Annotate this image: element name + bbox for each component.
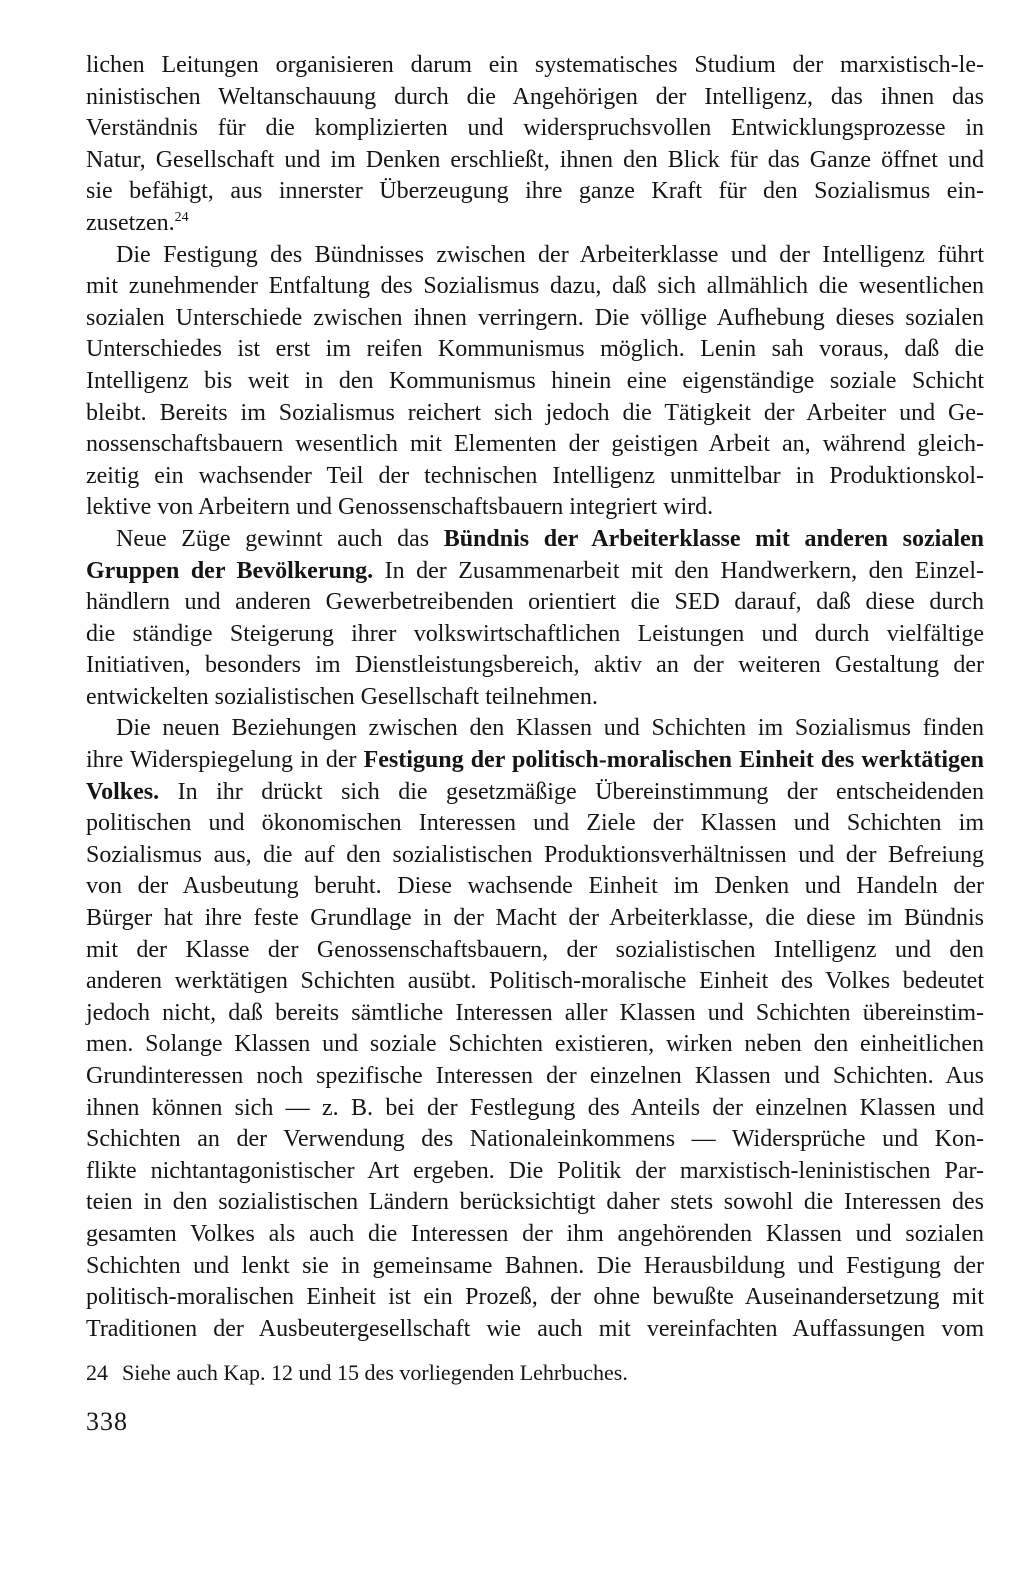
text-line: ninistischen Weltanschauung durch die Angehörigen der Intelligenz, das ihnen das [86, 83, 984, 110]
text-line [86, 208, 984, 240]
text-line: Natur, Gesellschaft und im Denken erschließt, ihnen den Blick für das Ganze öffnet und [86, 146, 984, 173]
text-line: Die Festigung des Bündnisses zwischen der Arbeiterklasse und der Intelligenz führt [116, 241, 984, 268]
bold-term: Bündnis der Arbeiterklasse mit anderen sozialen [443, 525, 984, 552]
text-run: In ihr drückt sich die gesetzmäßige Übereinstimmung der entscheidenden [159, 778, 984, 805]
text-line: politisch-moralischen Einheit ist ein Prozeß, der ohne bewußte Auseinandersetzung mit [86, 1284, 984, 1311]
text-run: ihre Widerspiegelung in der [86, 747, 364, 774]
text-line: mit zunehmender Entfaltung des Sozialismus dazu, daß sich allmählich die wesentlichen [86, 273, 984, 300]
text-line: Verständnis für die komplizierten und widerspruchsvollen Entwicklungsprozesse in [86, 115, 984, 142]
paragraph-4 [86, 713, 984, 1345]
text-line: Schichten und lenkt sie in gemeinsame Bahnen. Die Herausbildung und Festigung der [86, 1252, 984, 1279]
text-line: jedoch nicht, daß bereits sämtliche Interessen aller Klassen und Schichten übereinstim- [86, 999, 984, 1026]
text-line: Traditionen der Ausbeutergesellschaft wie auch mit vereinfachten Auffassungen vom [86, 1315, 984, 1342]
text-line: händlern und anderen Gewerbetreibenden orientiert die SED darauf, daß diese durch [86, 589, 984, 616]
text-line: bleibt. Bereits im Sozialismus reichert sich jedoch die Tätigkeit der Arbeiter und Ge- [86, 399, 984, 426]
text-line: lektive von Arbeitern und Genossenschaftsbauern integriert wird. [86, 494, 714, 521]
text-run: Neue Züge gewinnt auch das [116, 525, 444, 552]
text-line: anderen werktätigen Schichten ausübt. Politisch-moralische Einheit des Volkes bedeutet [86, 968, 984, 995]
text-line: von der Ausbeutung beruht. Diese wachsende Einheit im Denken und Handeln der [86, 873, 984, 900]
text-line [86, 745, 984, 777]
bold-term: Volkes. [86, 778, 160, 805]
page-body [86, 50, 984, 1345]
text-line: sie befähigt, aus innerster Überzeugung ihre ganze Kraft für den Sozialismus ein- [86, 178, 984, 205]
text-line: Schichten an der Verwendung des Nationaleinkommens — Widersprüche und Kon- [86, 1126, 984, 1153]
text-line: ihnen können sich — z. B. bei der Festlegung des Anteils der einzelnen Klassen und [86, 1094, 984, 1121]
page-number: 338 [86, 1407, 128, 1436]
text-line: flikte nichtantagonistischer Art ergeben. Die Politik der marxistisch-leninistischen Par- [86, 1157, 984, 1184]
text-line: lichen Leitungen organisieren darum ein systematisches Studium der marxistisch-le- [86, 52, 984, 78]
text-line: Intelligenz bis weit in den Kommunismus hinein eine eigenständige soziale Schicht [86, 367, 984, 394]
text-line: Unterschiedes ist erst im reifen Kommunismus möglich. Lenin sah voraus, daß die [86, 336, 984, 363]
paragraph-2 [86, 240, 984, 524]
text-line: entwickelten sozialistischen Gesellschaft teilnehmen. [86, 683, 598, 710]
text-line: Bürger hat ihre feste Grundlage in der Macht der Arbeiterklasse, die diese im Bündnis [86, 905, 984, 932]
text-line: nossenschaftsbauern wesentlich mit Elementen der geistigen Arbeit an, während gleich- [86, 431, 984, 458]
text-line: gesamten Volkes als auch die Interessen der ihm angehörenden Klassen und sozialen [86, 1220, 984, 1247]
bold-term: Festigung der politisch-moralischen Einheit des werktätigen [363, 747, 984, 774]
footnote-number: 24 [86, 1360, 108, 1385]
footnote-text: Siehe auch Kap. 12 und 15 des vorliegenden Lehrbuches. [122, 1360, 628, 1385]
text-line [86, 556, 984, 588]
text-line: zeitig ein wachsender Teil der technischen Intelligenz unmittelbar in Produktionskol- [86, 462, 984, 489]
text-line-content: zusetzen. [86, 209, 175, 236]
text-line: sozialen Unterschiede zwischen ihnen verringern. Die völlige Aufhebung dieses sozialen [86, 304, 984, 331]
text-line [86, 777, 984, 809]
bold-term: Gruppen der Bevölkerung. [86, 557, 374, 584]
text-line [86, 524, 984, 556]
text-line: teien in den sozialistischen Ländern berücksichtigt daher stets sowohl die Interessen des [86, 1189, 984, 1216]
paragraph-1 [86, 50, 984, 240]
text-line: die ständige Steigerung ihrer volkswirtschaftlichen Leistungen und durch vielfältige [86, 620, 984, 647]
text-run: In der Zusammenarbeit mit den Handwerkern, den Einzel- [373, 557, 984, 584]
text-line: men. Solange Klassen und soziale Schichten existieren, wirken neben den einheitlichen [86, 1031, 984, 1058]
text-line: Die neuen Beziehungen zwischen den Klassen und Schichten im Sozialismus finden [116, 715, 984, 742]
footnote-reference[interactable]: 24 [174, 209, 189, 225]
text-line: Grundinteressen noch spezifische Interessen der einzelnen Klassen und Schichten. Aus [86, 1063, 984, 1089]
paragraph-3 [86, 524, 984, 714]
footnote [86, 1358, 628, 1388]
text-line: Initiativen, besonders im Dienstleistungsbereich, aktiv an der weiteren Gestaltung der [86, 652, 984, 679]
text-line: politischen und ökonomischen Interessen und Ziele der Klassen und Schichten im [86, 810, 984, 837]
text-line: mit der Klasse der Genossenschaftsbauern, der sozialistischen Intelligenz und den [86, 936, 984, 963]
text-line: Sozialismus aus, die auf den sozialistischen Produktionsverhältnissen und der Befreiung [86, 841, 984, 868]
